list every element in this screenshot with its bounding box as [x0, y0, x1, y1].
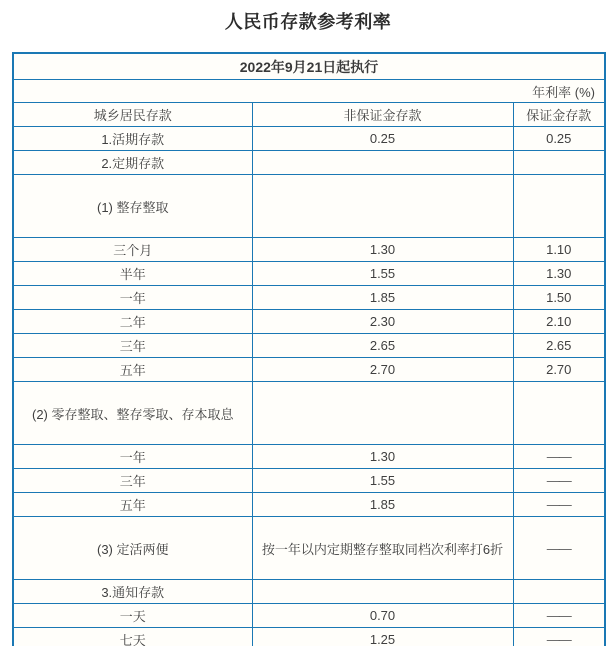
- non-margin-rate-cell: 2.30: [252, 310, 513, 334]
- margin-rate-cell: 2.65: [513, 334, 605, 358]
- column-header-deposit-type: 城乡居民存款: [13, 103, 252, 127]
- row-label-cell: 一年: [13, 445, 252, 469]
- margin-rate-cell: [513, 382, 605, 445]
- margin-rate-cell: 2.10: [513, 310, 605, 334]
- row-label-cell: 三个月: [13, 238, 252, 262]
- table-row: [13, 151, 605, 175]
- non-margin-rate-cell: 2.70: [252, 358, 513, 382]
- unit-row: [13, 80, 605, 103]
- non-margin-rate-cell: 1.85: [252, 286, 513, 310]
- table-row: [13, 469, 605, 493]
- row-label-cell: 半年: [13, 262, 252, 286]
- row-label-cell: 一年: [13, 286, 252, 310]
- non-margin-rate-cell: 1.30: [252, 238, 513, 262]
- table-row: [13, 493, 605, 517]
- deposit-rate-table: [12, 52, 606, 646]
- table-row: [13, 382, 605, 445]
- row-label-cell: 2.定期存款: [13, 151, 252, 175]
- table-row: [13, 310, 605, 334]
- margin-rate-cell: [513, 151, 605, 175]
- margin-rate-cell: ——: [513, 604, 605, 628]
- column-header-row: [13, 103, 605, 127]
- margin-rate-cell: 0.25: [513, 127, 605, 151]
- margin-rate-cell: ——: [513, 493, 605, 517]
- table-row: [13, 445, 605, 469]
- margin-rate-cell: ——: [513, 469, 605, 493]
- row-label-cell: 七天: [13, 628, 252, 646]
- margin-rate-cell: 1.10: [513, 238, 605, 262]
- non-margin-rate-cell: 0.70: [252, 604, 513, 628]
- margin-rate-cell: 2.70: [513, 358, 605, 382]
- row-label-cell: (1) 整存整取: [13, 175, 252, 238]
- non-margin-rate-cell: [252, 382, 513, 445]
- non-margin-rate-cell: [252, 580, 513, 604]
- table-row: [13, 628, 605, 646]
- table-row: [13, 175, 605, 238]
- row-label-cell: 五年: [13, 493, 252, 517]
- margin-rate-cell: 1.50: [513, 286, 605, 310]
- column-header-margin-deposit: 保证金存款: [513, 103, 605, 127]
- annual-rate-unit-label: 年利率 (%): [13, 80, 605, 103]
- row-label-cell: 三年: [13, 469, 252, 493]
- row-label-cell: (3) 定活两便: [13, 517, 252, 580]
- non-margin-rate-cell: 1.55: [252, 262, 513, 286]
- column-header-non-margin-deposit: 非保证金存款: [252, 103, 513, 127]
- effective-date-row: [13, 53, 605, 80]
- non-margin-rate-cell: 0.25: [252, 127, 513, 151]
- margin-rate-cell: 1.30: [513, 262, 605, 286]
- non-margin-rate-cell: 2.65: [252, 334, 513, 358]
- row-label-cell: 3.通知存款: [13, 580, 252, 604]
- row-label-cell: 三年: [13, 334, 252, 358]
- row-label-cell: 二年: [13, 310, 252, 334]
- non-margin-rate-cell: 按一年以内定期整存整取同档次利率打6折: [252, 517, 513, 580]
- row-label-cell: 五年: [13, 358, 252, 382]
- non-margin-rate-cell: 1.85: [252, 493, 513, 517]
- table-row: [13, 358, 605, 382]
- margin-rate-cell: ——: [513, 517, 605, 580]
- table-row: [13, 127, 605, 151]
- margin-rate-cell: [513, 580, 605, 604]
- row-label-cell: 1.活期存款: [13, 127, 252, 151]
- row-label-cell: (2) 零存整取、整存零取、存本取息: [13, 382, 252, 445]
- page-title: 人民币存款参考利率: [224, 12, 392, 32]
- table-row: [13, 517, 605, 580]
- non-margin-rate-cell: [252, 151, 513, 175]
- non-margin-rate-cell: 1.25: [252, 628, 513, 646]
- non-margin-rate-cell: 1.30: [252, 445, 513, 469]
- margin-rate-cell: ——: [513, 445, 605, 469]
- rate-table-body: [13, 127, 605, 646]
- table-row: [13, 286, 605, 310]
- non-margin-rate-cell: 1.55: [252, 469, 513, 493]
- table-row: [13, 334, 605, 358]
- effective-date-header: 2022年9月21日起执行: [13, 53, 605, 80]
- table-row: [13, 238, 605, 262]
- row-label-cell: 一天: [13, 604, 252, 628]
- margin-rate-cell: ——: [513, 628, 605, 646]
- margin-rate-cell: [513, 175, 605, 238]
- table-row: [13, 604, 605, 628]
- table-row: [13, 262, 605, 286]
- table-row: [13, 580, 605, 604]
- non-margin-rate-cell: [252, 175, 513, 238]
